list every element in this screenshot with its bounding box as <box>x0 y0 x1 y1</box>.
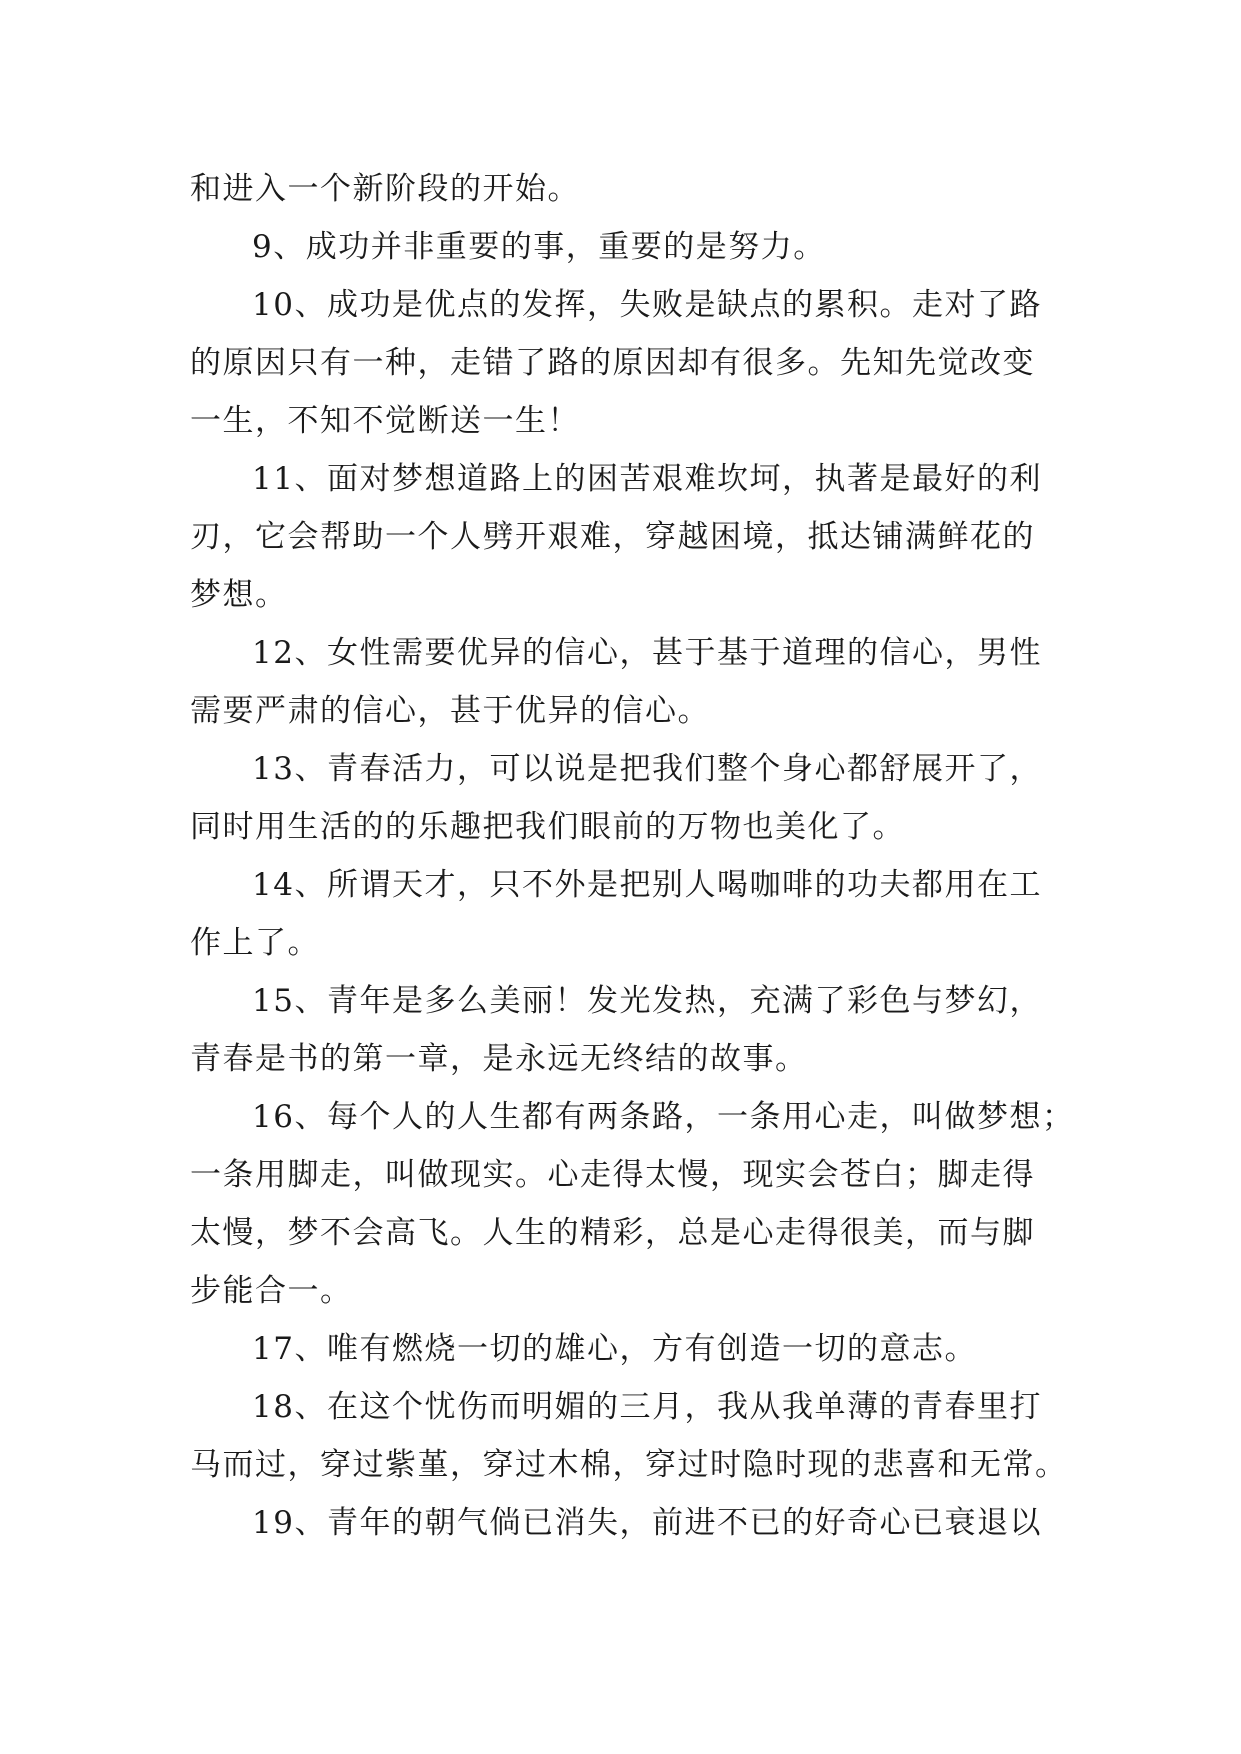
text-line: 一条用脚走，叫做现实。心走得太慢，现实会苍白；脚走得 <box>190 1157 1035 1193</box>
text-line: 10、成功是优点的发挥，失败是缺点的累积。走对了路 <box>252 287 1042 323</box>
text-line: 刃，它会帮助一个人劈开艰难，穿越困境，抵达铺满鲜花的 <box>190 519 1035 555</box>
text-line: 一生，不知不觉断送一生！ <box>190 403 580 439</box>
text-line: 16、每个人的人生都有两条路，一条用心走，叫做梦想； <box>252 1099 1075 1135</box>
text-line: 13、青春活力，可以说是把我们整个身心都舒展开了， <box>252 751 1042 787</box>
text-line: 14、所谓天才，只不外是把别人喝咖啡的功夫都用在工 <box>252 867 1042 903</box>
text-line: 9、成功并非重要的事，重要的是努力。 <box>252 229 826 265</box>
text-line: 需要严肃的信心，甚于优异的信心。 <box>190 693 710 729</box>
text-line: 步能合一。 <box>190 1273 353 1309</box>
text-line: 梦想。 <box>190 577 288 613</box>
document-body <box>190 160 1075 1552</box>
text-line: 17、唯有燃烧一切的雄心，方有创造一切的意志。 <box>252 1331 977 1367</box>
text-line: 作上了。 <box>190 925 320 961</box>
text-line: 12、女性需要优异的信心，甚于基于道理的信心，男性 <box>252 635 1042 671</box>
text-line: 马而过，穿过紫堇，穿过木棉，穿过时隐时现的悲喜和无常。 <box>190 1447 1068 1483</box>
text-line: 18、在这个忧伤而明媚的三月，我从我单薄的青春里打 <box>252 1389 1042 1425</box>
text-line: 11、面对梦想道路上的困苦艰难坎坷，执著是最好的利 <box>252 461 1042 497</box>
text-line: 15、青年是多么美丽！发光发热，充满了彩色与梦幻， <box>252 983 1042 1019</box>
text-line: 太慢，梦不会高飞。人生的精彩，总是心走得很美，而与脚 <box>190 1215 1035 1251</box>
text-line: 青春是书的第一章，是永远无终结的故事。 <box>190 1041 808 1077</box>
text-line: 的原因只有一种，走错了路的原因却有很多。先知先觉改变 <box>190 345 1035 381</box>
text-line: 和进入一个新阶段的开始。 <box>190 171 580 207</box>
text-line: 同时用生活的的乐趣把我们眼前的万物也美化了。 <box>190 809 905 845</box>
text-line: 19、青年的朝气倘已消失，前进不已的好奇心已衰退以 <box>252 1505 1042 1541</box>
